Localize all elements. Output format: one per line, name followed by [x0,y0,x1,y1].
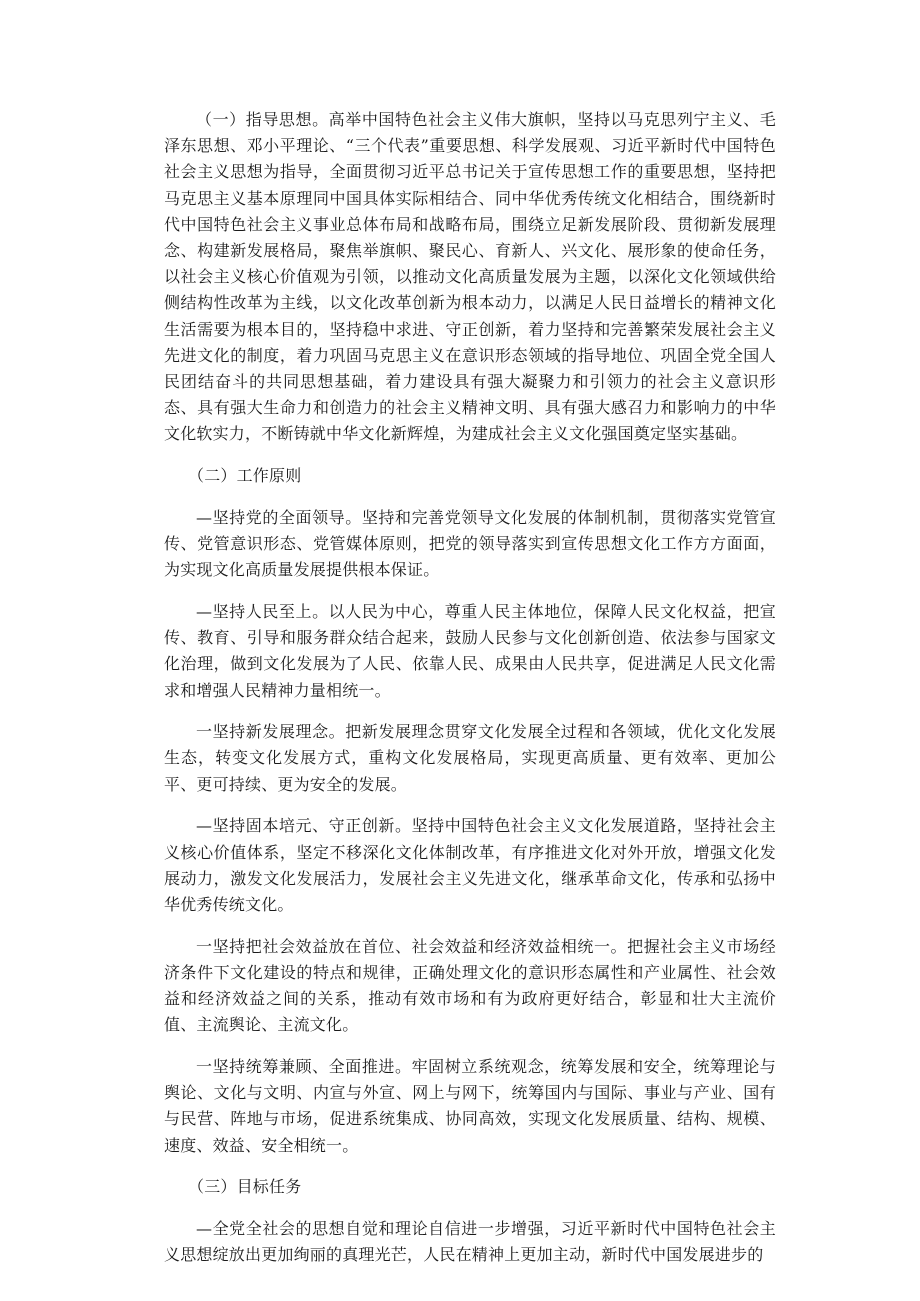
paragraph-guiding-thought: （一）指导思想。高举中国特色社会主义伟大旗帜，坚持以马克思列宁主义、毛泽东思想、邓小平理论、“三个代表”重要思想、科学发展观、习近平新时代中国特色社会主义思想为指导，全面贯彻习近平总书记关于宣传思想工作的重要思想，坚持把马克思主义基本原理同中国具体实际相结合、同中华优秀传统文化相结合，围绕新时代中国特色社会主义事业总体布局和战略布局，围绕立足新发展阶段、贯彻新发展理念、构建新发展格局，聚焦举旗帜、聚民心、育新人、兴文化、展形象的使命任务，以社会主义核心价值观为引领，以推动文化高质量发展为主题，以深化文化领域供给侧结构性改革为主线，以文化改革创新为根本动力，以满足人民日益增长的精神文化生活需要为根本目的，坚持稳中求进、守正创新，着力坚持和完善繁荣发展社会主义先进文化的制度，着力巩固马克思主义在意识形态领域的指导地位、巩固全党全国人民团结奋斗的共同思想基础，着力建设具有强大凝聚力和引领力的社会主义意识形态、具有强大生命力和创造力的社会主义精神文明、具有强大感召力和影响力的中华文化软实力，不断铸就中华文化新辉煌，为建成社会主义文化强国奠定坚实基础。 [164,110,776,444]
heading-goals-tasks: （三）目标任务 [188,1177,302,1197]
paragraph-principle-overall-planning: 一坚持统筹兼顾、全面推进。牢固树立系统观念，统筹发展和安全，统筹理论与舆论、文化与文明、内宣与外宣、网上与网下，统筹国内与国际、事业与产业、国有与民营、阵地与市场，促进系统集成、协同高效，实现文化发展质量、结构、规模、速度、效益、安全相统一。 [164,1057,776,1155]
paragraph-goal-ideological-confidence: —全党全社会的思想自觉和理论自信进一步增强，习近平新时代中国特色社会主义思想绽放出更加绚丽的真理光芒，人民在精神上更加主动，新时代中国发展进步的 [164,1219,776,1265]
paragraph-principle-people-first: —坚持人民至上。以人民为中心，尊重人民主体地位，保障人民文化权益，把宣传、教育、引导和服务群众结合起来，鼓励人民参与文化创新创造、依法参与国家文化治理，做到文化发展为了人民、依靠人民、成果由人民共享，促进满足人民文化需求和增强人民精神力量相统一。 [164,601,776,700]
paragraph-principle-social-benefit: 一坚持把社会效益放在首位、社会效益和经济效益相统一。把握社会主义市场经济条件下文化建设的特点和规律，正确处理文化的意识形态属性和产业属性、社会效益和经济效益之间的关系，推动有效市场和有为政府更好结合，彰显和壮大主流价值、主流舆论、主流文化。 [164,936,776,1035]
heading-work-principles: （二）工作原则 [188,466,302,486]
document-page [164,107,776,1268]
paragraph-principle-party-leadership: —坚持党的全面领导。坚持和完善党领导文化发展的体制机制，贯彻落实党管宣传、党管意识形态、党管媒体原则，把党的领导落实到宣传思想文化工作方方面面，为实现文化高质量发展提供根本保证。 [164,507,776,580]
paragraph-principle-innovation: —坚持固本培元、守正创新。坚持中国特色社会主义文化发展道路，坚持社会主义核心价值体系，坚定不移深化文化体制改革，有序推进文化对外开放，增强文化发展动力，激发文化发展活力，发展社会主义先进文化，继承革命文化，传承和弘扬中华优秀传统文化。 [164,816,776,914]
paragraph-principle-new-development: 一坚持新发展理念。把新发展理念贯穿文化发展全过程和各领域，优化文化发展生态，转变文化发展方式，重构文化发展格局，实现更高质量、更有效率、更加公平、更可持续、更为安全的发展。 [164,722,776,794]
